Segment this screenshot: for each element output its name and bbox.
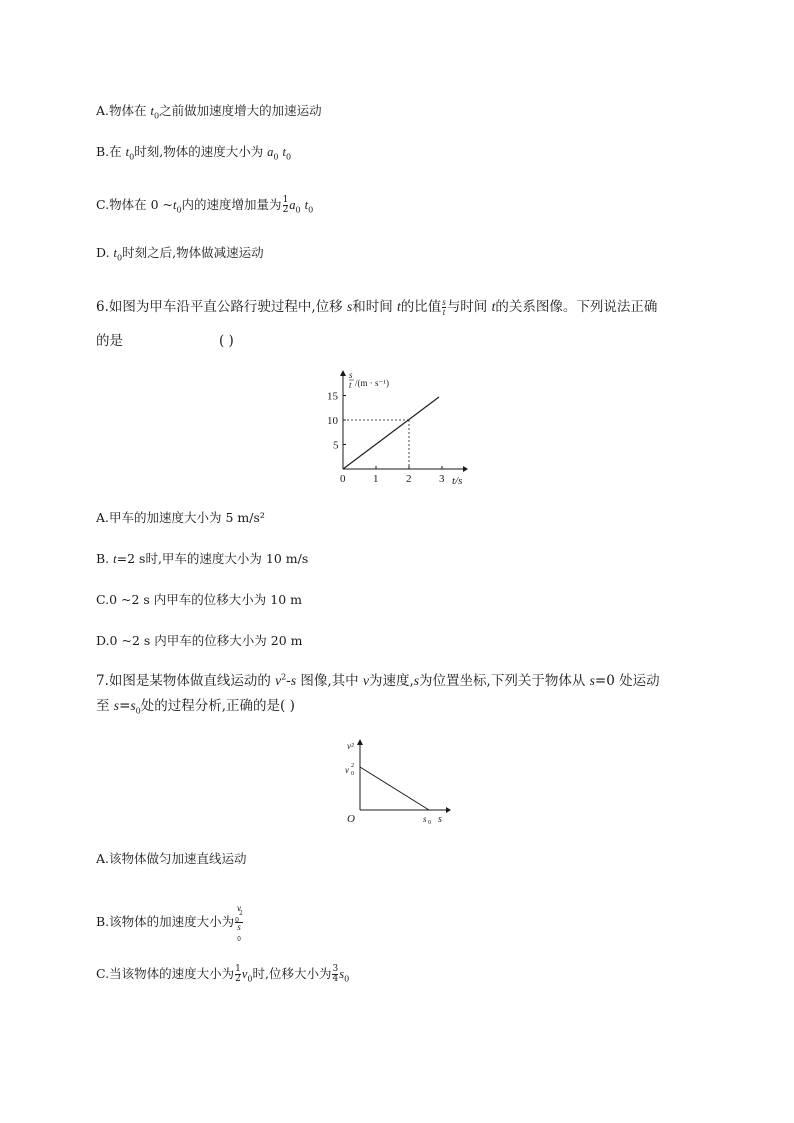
q5-option-a: A.物体在 $t_0$之前做加速度增大的加速运动 [96, 103, 322, 121]
v0-label: v [345, 765, 349, 775]
ylabel-num: s [349, 370, 353, 380]
svg-text:0: 0 [351, 771, 354, 777]
fraction: $\frac{1}{2}$ [235, 964, 241, 984]
q7-graph [330, 734, 460, 826]
q7-stem-line2: 至 $s=s_0$处的过程分析,正确的是( ) [96, 698, 295, 716]
y-tick-label: 10 [327, 415, 338, 427]
x-tick-label: 0 [340, 473, 346, 485]
xlabel: s [438, 814, 442, 825]
q6-option-a: A.甲车的加速度大小为 5 m/s² [96, 510, 265, 525]
q6-option-d: D.0 ~2 s 内甲车的位移大小为 20 m [96, 633, 303, 648]
fraction: $\frac{1}{2}$ [282, 195, 289, 215]
q7-option-a: A.该物体做匀加速直线运动 [96, 851, 247, 866]
s0-label: s [423, 814, 427, 824]
y-axis-arrow [340, 370, 346, 376]
ylabel: v² [347, 741, 354, 751]
x-tick-label: 2 [406, 473, 412, 485]
ylabel-unit: /(m · s⁻¹) [355, 378, 389, 388]
x-tick-label: 3 [439, 473, 445, 485]
x-axis-arrow [446, 807, 451, 813]
q7-stem-line1: 7.如图是某物体做直线运动的 $v^2-s$ 图像,其中 v为速度,s为位置坐标,下列关于物体从 s=0 处运动 [96, 672, 660, 689]
fraction: $\frac{3}{4}$ [332, 964, 339, 984]
q5-option-b: B.在 $t_0$时刻,物体的速度大小为 $a_0$ $t_0$ [96, 144, 292, 162]
q5-option-c: C.物体在 0 $\sim t_0$内的速度增加量为 $\frac{1}{2}$ $a_0$ $t_0$ [96, 195, 314, 215]
fraction: v $_0^2$ s $_0$ [235, 903, 243, 943]
x-tick-label: 1 [373, 473, 379, 485]
x-axis-arrow [463, 466, 468, 472]
q7-option-b: B.该物体的加速度大小为 v $_0^2$ s $_0$ [96, 903, 243, 943]
q7-option-c: C.当该物体的速度大小为 $\frac{1}{2}$ $v_0$时,位移大小为 $\frac{3}{4}$ $s_0$ [96, 964, 350, 984]
q6-stem-line2: 的是 ( ) [96, 333, 234, 349]
data-line [343, 397, 439, 469]
xlabel: t/s [452, 475, 463, 487]
q6-option-b: B. t=2 s时,甲车的速度大小为 10 m/s [96, 551, 309, 566]
q6-stem-line1: 6.如图为甲车沿平直公路行驶过程中,位移 s和时间 t的比值 $\frac{s}{t}$ 与时间 t的关系图像。下列说法正确 [96, 297, 658, 317]
q6-graph [318, 368, 478, 490]
y-tick-label: 5 [333, 439, 339, 452]
q6-option-c: C.0 ~2 s 内甲车的位移大小为 10 m [96, 592, 303, 607]
y-axis-arrow [357, 739, 363, 745]
y-tick-label: 15 [327, 390, 338, 403]
ylabel-den: t [349, 380, 352, 390]
svg-text:0: 0 [428, 820, 431, 826]
q5-option-d: D. $t_0$时刻之后,物体做减速运动 [96, 245, 264, 263]
svg-text:2: 2 [351, 763, 354, 769]
origin-label: O [347, 813, 355, 825]
fraction: $\frac{s}{t}$ [442, 297, 446, 317]
data-line [360, 767, 429, 810]
